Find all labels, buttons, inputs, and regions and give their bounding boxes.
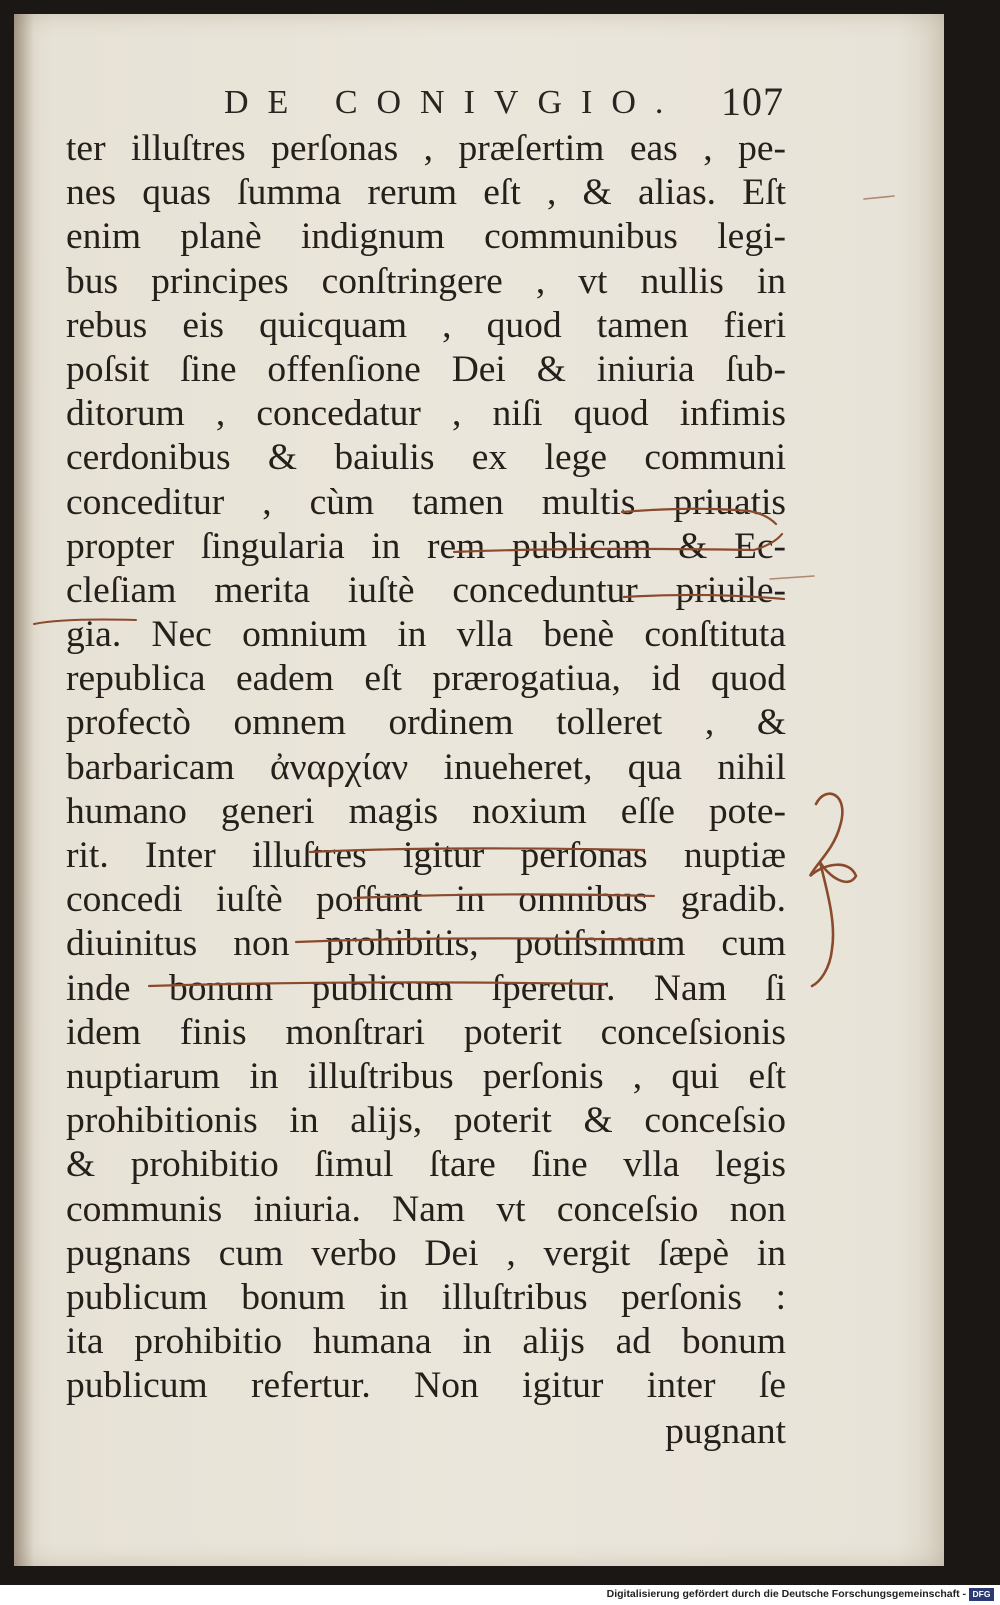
dfg-logo: DFG	[969, 1588, 994, 1601]
book-page	[14, 14, 944, 1566]
text-line: ter illuſtres perſonas , præſertim eas , pe-	[66, 128, 786, 169]
text-line: poſsit ſine offenſione Dei & iniuria ſub-	[66, 348, 786, 390]
text-line: gia. Nec omnium in vlla benè conſtituta	[66, 614, 786, 656]
page-number: 107	[721, 79, 784, 124]
running-title: DE CONIVGIO.	[224, 84, 683, 121]
text-line: propter ſingularia in rem publicam & Ec-	[66, 525, 786, 567]
text-line: rit. Inter illuſtres igitur perſonas nuptiæ	[66, 835, 786, 876]
text-line: prohibitionis in alijs, poterit & conceſsio	[66, 1100, 786, 1142]
text-line: cleſiam merita iuſtè conceduntur priuile-	[66, 569, 786, 611]
catchword: pugnant	[665, 1411, 786, 1453]
text-line: ita prohibitio humana in alijs ad bonum	[66, 1321, 786, 1363]
text-line: enim planè indignum communibus legi-	[66, 216, 786, 258]
text-line: pugnans cum verbo Dei , vergit ſæpè in	[66, 1232, 786, 1274]
text-line: republica eadem eſt prærogatiua, id quod	[66, 658, 786, 700]
text-line: barbaricam ἀναρχίαν inueheret, qua nihil	[66, 746, 786, 788]
text-line: conceditur , cùm tamen multis priuatis	[66, 481, 786, 523]
text-line: idem finis monſtrari poterit conceſsionis	[66, 1011, 786, 1053]
running-head	[224, 74, 784, 124]
footer-strip	[0, 1585, 1000, 1605]
text-line: & prohibitio ſimul ſtare ſine vlla legis	[66, 1144, 786, 1186]
text-line: nuptiarum in illuſtribus perſonis , qui eſt	[66, 1055, 786, 1097]
text-line: cerdonibus & baiulis ex lege communi	[66, 437, 786, 479]
text-line: diuinitus non prohibitis, potiſsimum cum	[66, 923, 786, 965]
text-line: humano generi magis noxium eſſe pote-	[66, 790, 786, 832]
text-line: profectò omnem ordinem tolleret , &	[66, 702, 786, 744]
text-line: publicum refertur. Non igitur inter ſe	[66, 1365, 786, 1407]
text-line: publicum bonum in illuſtribus perſonis :	[66, 1276, 786, 1318]
text-line: ditorum , concedatur , niſi quod infimis	[66, 393, 786, 435]
gutter-shadow	[14, 14, 34, 1566]
margin-mark	[810, 794, 856, 986]
margin-stroke-top	[864, 196, 894, 199]
body-text	[66, 127, 786, 1455]
text-line: rebus eis quicquam , quod tamen fieri	[66, 304, 786, 346]
text-line: communis iniuria. Nam vt conceſsio non	[66, 1188, 786, 1230]
text-line: concedi iuſtè poſſunt in omnibus gradib.	[66, 879, 786, 921]
text-line: nes quas ſumma rerum eſt , & alias. Eſt	[66, 172, 786, 214]
text-line: inde bonum publicum ſperetur. Nam ſi	[66, 967, 786, 1009]
footer-credit: Digitalisierung gefördert durch die Deutsche Forschungsgemeinschaft -	[606, 1588, 966, 1600]
text-line: bus principes conſtringere , vt nullis in	[66, 260, 786, 302]
